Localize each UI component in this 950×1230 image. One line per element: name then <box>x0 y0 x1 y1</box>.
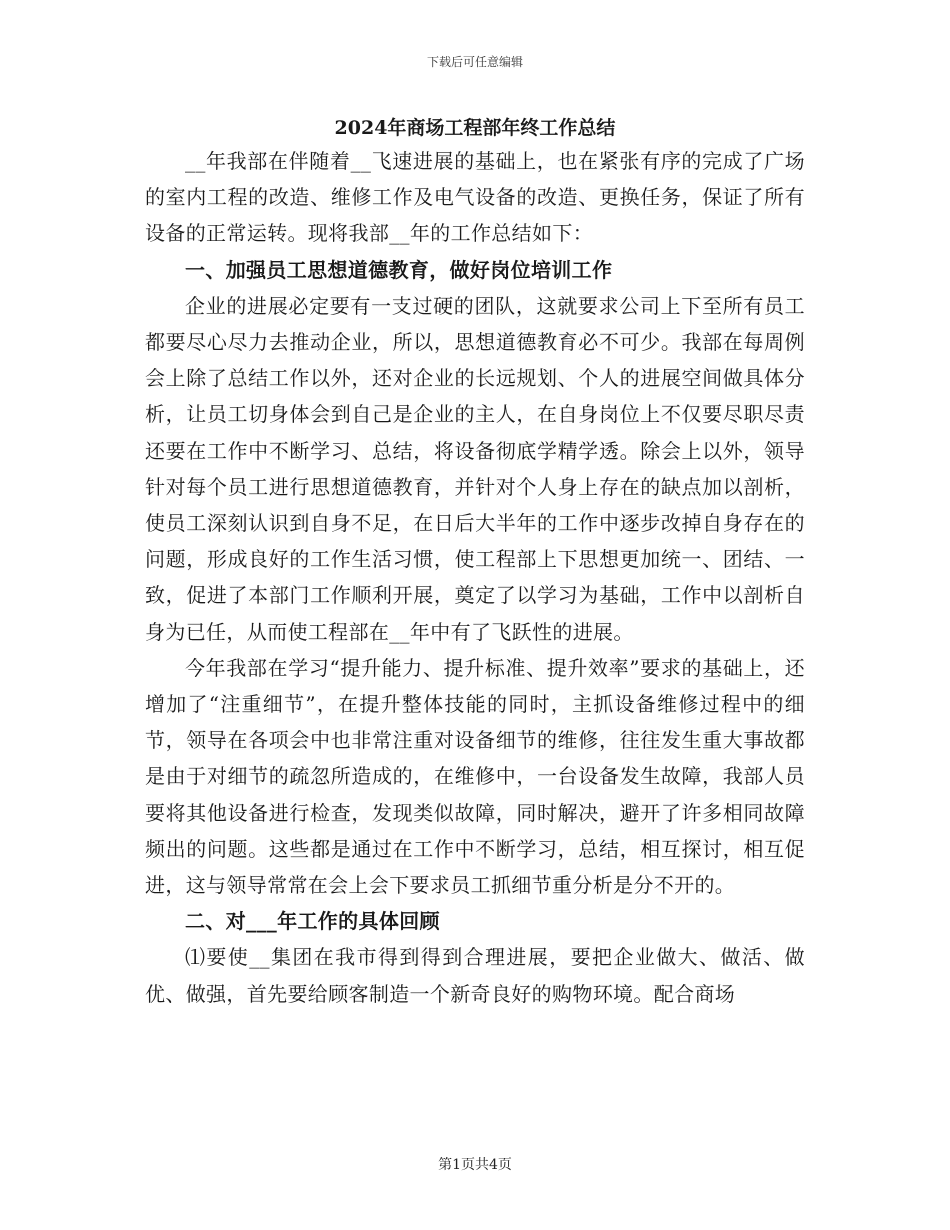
section-heading-2: 二、对___年工作的具体回顾 <box>185 909 440 934</box>
section-heading-1: 一、加强员工思想道德教育，做好岗位培训工作 <box>185 257 613 282</box>
page-footer-number: 第1页共4页 <box>438 1157 512 1173</box>
intro-paragraph: __年我部在伴随着__飞速进展的基础上，也在紧张有序的完成了广场的室内工程的改造、维修工作及电气设备的改造、更换任务，保证了所有设备的正常运转。现将我部__年的工作总结如下： <box>145 149 805 246</box>
section-1-paragraph-2: 今年我部在学习“提升能力、提升标准、提升效率”要求的基础上，还增加了“注重细节”，在提升整体技能的同时，主抓设备维修过程中的细节，领导在各项会中也非常注重对设备细节的维修，往往发生重大事故都是由于对细节的疏忽所造成的，在维修中，一台设备发生故障，我部人员要将其他设备进行检查，发现类似故障，同时解决，避开了许多相同故障频出的问题。这些都是通过在工作中不断学习，总结，相互探讨，相互促进，这与领导常常在会上会下要求员工抓细节重分析是分不开的。 <box>145 655 805 898</box>
section-1-paragraph-1: 企业的进展必定要有一支过硬的团队，这就要求公司上下至所有员工都要尽心尽力去推动企业，所以，思想道德教育必不可少。我部在每周例会上除了总结工作以外，还对企业的长远规划、个人的进展空间做具体分析，让员工切身体会到自己是企业的主人，在自身岗位上不仅要尽职尽责还要在工作中不断学习、总结，将设备彻底学精学透。除会上以外，领导针对每个员工进行思想道德教育，并针对个人身上存在的缺点加以剖析，使员工深刻认识到自身不足，在日后大半年的工作中逐步改掉自身存在的问题，形成良好的工作生活习惯，使工程部上下思想更加统一、团结、一致，促进了本部门工作顺利开展，奠定了以学习为基础，工作中以剖析自身为已任，从而使工程部在__年中有了飞跃性的进展。 <box>145 293 805 644</box>
page-header-note: 下载后可任意编辑 <box>426 55 523 69</box>
section-2-paragraph-1: ⑴要使__集团在我市得到得到合理进展，要把企业做大、做活、做优、做强，首先要给顾客制造一个新奇良好的购物环境。配合商场 <box>145 945 805 1006</box>
document-body <box>145 113 805 1012</box>
document-title: 2024年商场工程部年终工作总结 <box>334 117 616 139</box>
